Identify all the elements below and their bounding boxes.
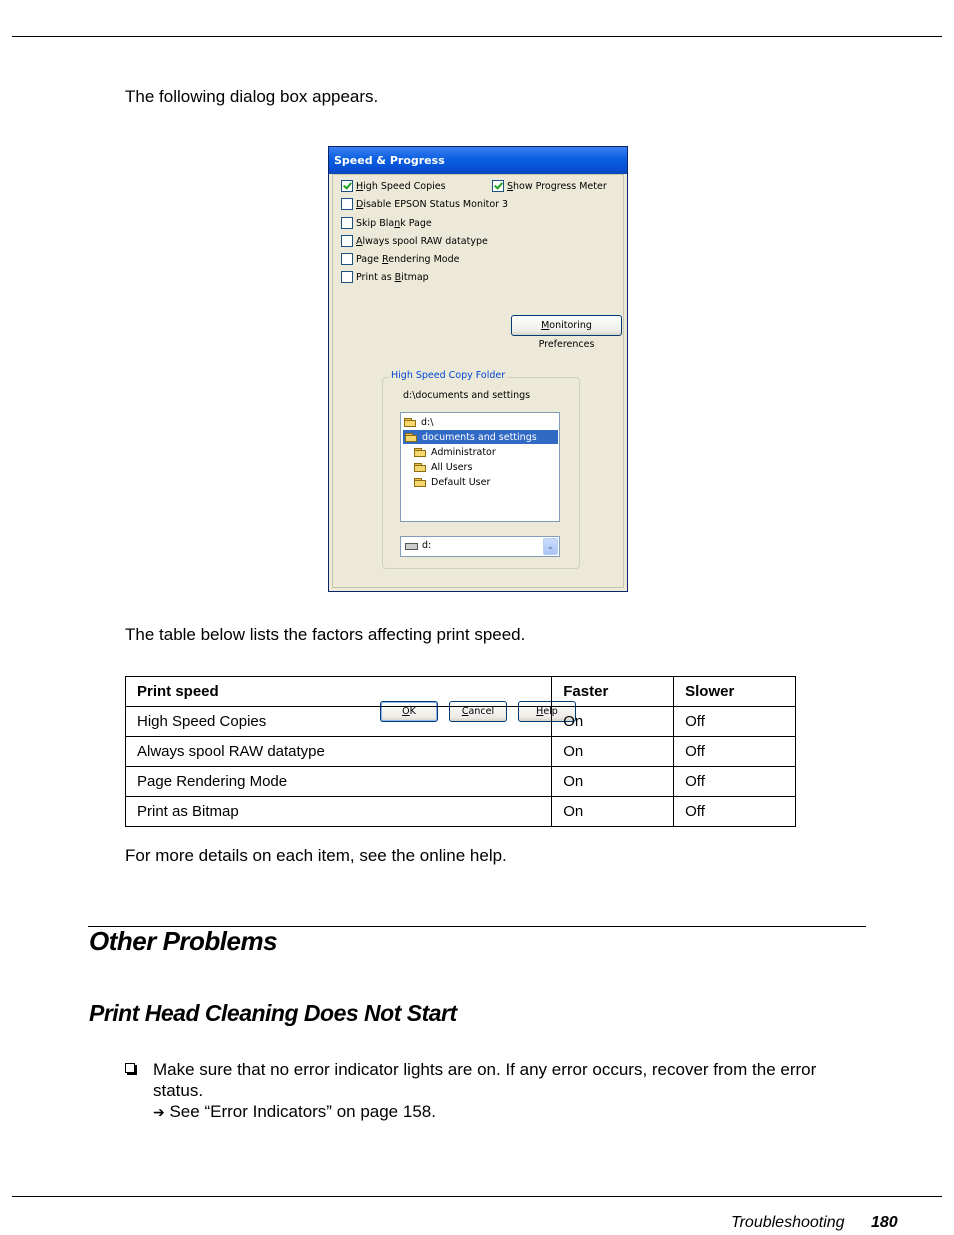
checkbox-box bbox=[341, 180, 353, 192]
help-button[interactable]: Help bbox=[518, 701, 576, 722]
tree-node-administrator[interactable]: Administrator bbox=[414, 445, 496, 459]
list-item bbox=[125, 1059, 865, 1123]
row-faster: On bbox=[552, 767, 674, 797]
table-intro: The table below lists the factors affecting print speed. bbox=[125, 625, 526, 644]
table-row bbox=[126, 797, 796, 827]
header-print-speed: Print speed bbox=[126, 677, 552, 707]
row-slower: Off bbox=[674, 767, 796, 797]
row-faster: On bbox=[552, 737, 674, 767]
checkbox-bullet-icon bbox=[125, 1063, 135, 1073]
cross-reference[interactable] bbox=[153, 1101, 865, 1123]
tree-node-documents-and-settings[interactable]: documents and settings bbox=[403, 430, 558, 444]
cancel-button[interactable]: Cancel bbox=[449, 701, 507, 722]
header-faster: Faster bbox=[552, 677, 674, 707]
folder-icon bbox=[414, 448, 427, 457]
row-slower: Off bbox=[674, 707, 796, 737]
checkbox-label: Disable EPSON Status Monitor 3 bbox=[356, 198, 509, 210]
folder-icon bbox=[414, 463, 427, 472]
drive-value: d: bbox=[422, 540, 432, 551]
arrow-right-icon: ➔ bbox=[153, 1104, 165, 1120]
checkbox-label: Show Progress Meter bbox=[507, 180, 607, 192]
row-item: Print as Bitmap bbox=[126, 797, 552, 827]
footer-rule bbox=[12, 1196, 942, 1197]
subsection-title: Print Head Cleaning Does Not Start bbox=[89, 1000, 457, 1026]
dialog-title: Speed & Progress bbox=[329, 147, 627, 174]
row-faster: On bbox=[552, 797, 674, 827]
checkbox-box bbox=[341, 271, 353, 283]
monitoring-preferences-button[interactable]: Monitoring Preferences bbox=[511, 315, 622, 336]
checkbox-box bbox=[341, 217, 353, 229]
open-folder-icon bbox=[404, 418, 417, 427]
bullet-text: Make sure that no error indicator lights are on. If any error occurs, recover from the error status. bbox=[153, 1060, 817, 1100]
table-row bbox=[126, 767, 796, 797]
checkbox-label: Skip Blank Page bbox=[356, 217, 432, 229]
footer-section: Troubleshooting bbox=[731, 1214, 845, 1231]
checkbox-box bbox=[341, 198, 353, 210]
tree-node-root[interactable]: d:\ bbox=[404, 415, 433, 429]
drive-select[interactable] bbox=[400, 536, 560, 557]
show-progress-meter-checkbox[interactable] bbox=[492, 180, 607, 192]
group-label: High Speed Copy Folder bbox=[391, 370, 506, 381]
print-speed-table bbox=[125, 676, 796, 827]
checkbox-box bbox=[341, 253, 353, 265]
row-item: Page Rendering Mode bbox=[126, 767, 552, 797]
skip-blank-page-checkbox[interactable] bbox=[341, 217, 432, 229]
always-spool-raw-checkbox[interactable] bbox=[341, 235, 488, 247]
checkbox-box bbox=[341, 235, 353, 247]
chevron-down-icon[interactable]: ⌄ bbox=[543, 538, 558, 555]
high-speed-copies-checkbox[interactable] bbox=[341, 180, 446, 192]
checkbox-label: Always spool RAW datatype bbox=[356, 235, 488, 247]
row-item: Always spool RAW datatype bbox=[126, 737, 552, 767]
row-faster: On bbox=[552, 707, 674, 737]
folder-tree[interactable] bbox=[400, 412, 560, 522]
table-row bbox=[126, 707, 796, 737]
tree-node-all-users[interactable]: All Users bbox=[414, 460, 472, 474]
folder-path: d:\documents and settings bbox=[403, 390, 531, 401]
row-slower: Off bbox=[674, 797, 796, 827]
intro-text: The following dialog box appears. bbox=[125, 87, 379, 106]
footer-page-number: 180 bbox=[871, 1214, 898, 1231]
row-slower: Off bbox=[674, 737, 796, 767]
header-slower: Slower bbox=[674, 677, 796, 707]
page-rendering-mode-checkbox[interactable] bbox=[341, 253, 459, 265]
folder-icon bbox=[414, 478, 427, 487]
checkbox-box bbox=[492, 180, 504, 192]
tree-node-default-user[interactable]: Default User bbox=[414, 475, 490, 489]
header-rule bbox=[12, 36, 942, 37]
checkbox-label: High Speed Copies bbox=[356, 180, 446, 192]
ok-button[interactable]: OK bbox=[380, 701, 438, 722]
disable-status-monitor-checkbox[interactable] bbox=[341, 198, 508, 210]
print-as-bitmap-checkbox[interactable] bbox=[341, 271, 429, 283]
section-title: Other Problems bbox=[89, 926, 278, 956]
after-table-text: For more details on each item, see the online help. bbox=[125, 846, 507, 865]
table-header-row bbox=[126, 677, 796, 707]
drive-icon bbox=[405, 543, 418, 550]
open-folder-icon bbox=[405, 433, 418, 442]
checkbox-label: Page Rendering Mode bbox=[356, 253, 460, 265]
table-row bbox=[126, 737, 796, 767]
high-speed-copy-folder-group bbox=[382, 370, 580, 569]
row-item: High Speed Copies bbox=[126, 707, 552, 737]
checkbox-label: Print as Bitmap bbox=[356, 271, 429, 283]
cross-reference-text: See “Error Indicators” on page 158. bbox=[169, 1102, 436, 1121]
